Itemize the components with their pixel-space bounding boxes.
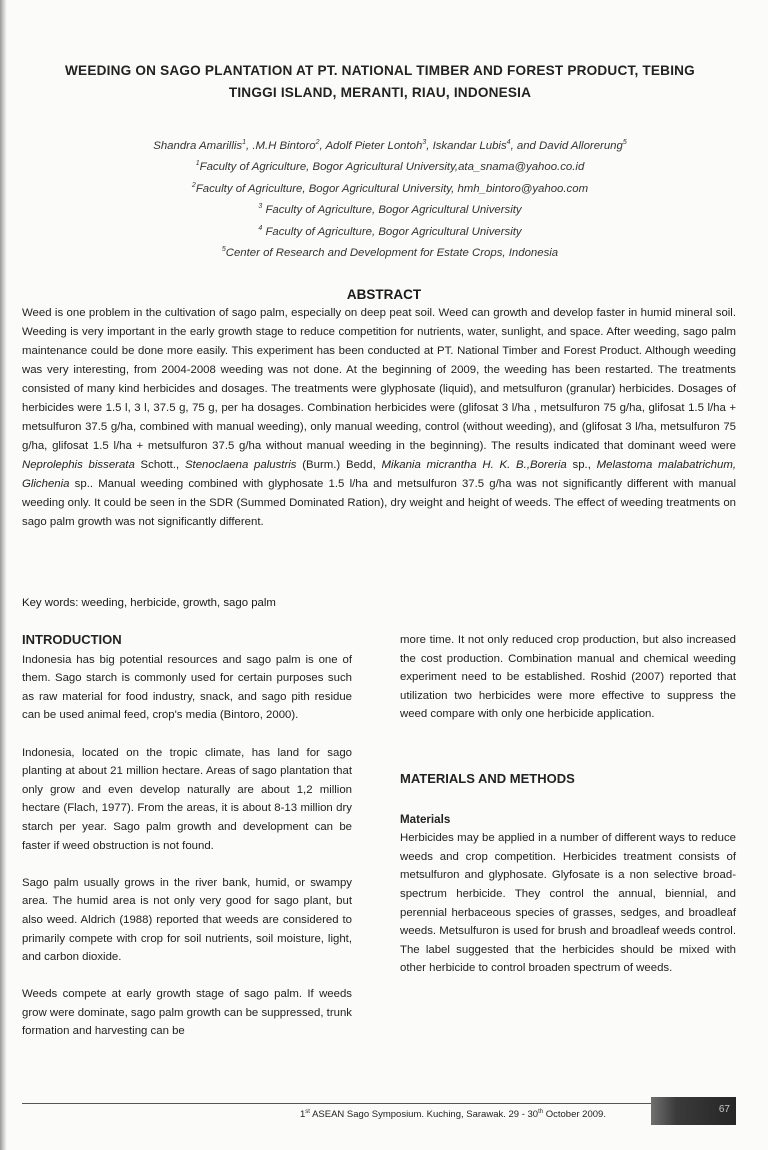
affiliation [60, 177, 720, 198]
page-binding-shadow [0, 0, 7, 1150]
affiliation-sup: 3 [258, 203, 263, 211]
intro-continued-paragraph: more time. It not only reduced crop production, but also increased the cost production. Combination manual and chemical weeding experiment need to be established. Roshid (2007) reported that utilization two herbicides were more effective to suppress the weed compare with only one herbicide application. [400, 634, 736, 721]
author-name: , .M.H Bintoro [245, 139, 316, 152]
left-column [22, 631, 352, 1041]
affiliation-text: Faculty of Agriculture, Bogor Agricultural University,ata_snama@yahoo.co.id [199, 161, 585, 174]
affiliation-sup: 1 [195, 160, 200, 168]
footer-sup: th [538, 1109, 544, 1115]
keywords-label: Key words [22, 597, 76, 609]
abstract-text: sp.. Manual weeding combined with glyphosate 1.5 l/ha and metsulfuron 37.5 g/ha was not significantly different with manual weeding only. It could be seen in the SDR (Summed Dominated Ration), dry weight and height of weeds. The effect of weeding treatments on sago palm growth was not significantly different. [22, 478, 736, 528]
affiliation-text: Faculty of Agriculture, Bogor Agricultural University [262, 203, 522, 216]
materials-methods-heading: MATERIALS AND METHODS [400, 770, 575, 786]
paper-title [40, 60, 720, 104]
abstract-text: Schott., [134, 459, 185, 471]
affiliation-text: Center of Research and Development for Estate Crops, Indonesia [225, 246, 559, 259]
affiliation [60, 241, 720, 262]
page-number-box [651, 1097, 736, 1125]
author-sup: 1 [242, 139, 246, 146]
author-sup: 4 [506, 139, 511, 146]
author-sup: 3 [422, 139, 427, 146]
species-name: Melastoma malabatrichum, Glichenia [22, 459, 736, 490]
footer-text: ASEAN Sago Symposium. Kuching, Sarawak. 29 - 30 [309, 1109, 539, 1121]
footer-citation [300, 1109, 606, 1120]
species-name: Neprolephis bisserata [22, 459, 135, 471]
abstract-text: (Burm.) Bedd, [296, 459, 382, 471]
footer-text: 1 [300, 1109, 306, 1121]
author-name: , Iskandar Lubis [426, 139, 507, 152]
author-name: , Adolf Pieter Lontoh [319, 139, 423, 152]
species-name: Stenoclaena palustris [184, 459, 297, 471]
author-block [60, 134, 720, 262]
author-sup: 5 [622, 139, 627, 146]
affiliation [60, 198, 720, 219]
introduction-heading: INTRODUCTION [22, 632, 122, 647]
intro-paragraph: Indonesia, located on the tropic climate, has land for sago planting at about 21 million hectare. Areas of sago plantation that only grow and even develop naturally are about 1,2 million hectare (Flach, 1977). From the areas, it is about 8-13 million dry starch per year. Sago palm growth and development can be faster if weed obstruction is not found. [22, 746, 352, 852]
keywords [22, 597, 276, 609]
title-line-2: TINGGI ISLAND, MERANTI, RIAU, INDONESIA [228, 85, 532, 100]
author-name: Shandra Amarillis [153, 139, 243, 152]
intro-paragraph: Indonesia has big potential resources and sago palm is one of them. Sago starch is commonly used for certain purposes such as raw material for food industry, snack, and sago pith residue can be used animal feed, crop's media (Bintoro, 2000). [22, 653, 352, 722]
species-name: Mikania micrantha H. K. B.,Boreria [381, 459, 567, 471]
abstract-body [22, 304, 736, 532]
affiliation [60, 155, 720, 176]
abstract-text: Weed is one problem in the cultivation of sago palm, especially on deep peat soil. Weed can growth and develop faster in humid mineral soil. Weeding is very important in the early growth stage to reduce competition for nutrients, water, sunlight, and space. After weeding, sago palm maintenance could be done more easily. This experiment has been conducted at PT. National Timber and Forest Product. Although weeding was very interesting, from 2004-2008 weeding was not done. At the beginning of 2009, the weeding has been restarted. The treatments consisted of many kind herbicides and dosages. The treatments were glyphosate (liquid), and metsulfuron (granular) herbicides. Dosages of herbicides were 1.5 l, 3 l, 37.5 g, 75 g, per ha dosages. Combination herbicides were (glifosat 3 l/ha , metsulfuron 75 g/ha, glifosat 1.5 l/ha + metsulfuron 37.5 g/ha, combined with manual weeding), only manual weeding, control (without weeding), and (glifosat 3 l/ha, metsulfuron 75 g/ha, glifosat 1.5 l/ha + metsulfuron 37.5 g/ha without manual weeding in the beginning). The results indicated that dominant weed were [22, 307, 736, 452]
author-list [60, 134, 720, 155]
affiliation-sup: 2 [191, 181, 196, 189]
title-line-1: WEEDING ON SAGO PLANTATION AT PT. NATIONAL TIMBER AND FOREST PRODUCT, TEBING [65, 63, 695, 78]
footer-rule [22, 1103, 736, 1104]
abstract-text: sp., [566, 459, 597, 471]
keywords-text: : weeding, herbicide, growth, sago palm [75, 597, 276, 609]
page-number: 67 [718, 1104, 730, 1115]
intro-paragraph: Sago palm usually grows in the river bank, humid, or swampy area. The humid area is not only very good for sago plant, but also weed. Aldrich (1988) reported that weeds are considered to primarily compete with crop for soil nutrients, soil moisture, light, and carbon dioxide. [22, 876, 352, 964]
affiliation-text: Faculty of Agriculture, Bogor Agricultural University, hmh_bintoro@yahoo.com [195, 182, 589, 195]
footer-text: October 2009. [543, 1109, 606, 1121]
affiliation-sup: 4 [258, 224, 263, 232]
materials-subheading: Materials [400, 812, 451, 826]
affiliation-sup: 5 [221, 245, 226, 253]
materials-paragraph: Herbicides may be applied in a number of different ways to reduce weeds and crop competition. Herbicides treatment consists of metsulfuron and glyphosate. Glyfosate is a non selective broad-spectrum herbicide. They control the annual, biennial, and perennial herbaceous species of grasses, sedges, and broadleaf weeds. Metsulfuron is used for brush and broadleaf weeds control. The label suggested that the herbicides should be mixed with other herbicide to control broaden spectrum of weeds. [400, 832, 736, 975]
author-name: , and David Allorerung [510, 139, 623, 152]
footer-sup: st [305, 1109, 310, 1115]
affiliation-text: Faculty of Agriculture, Bogor Agricultural University [262, 225, 522, 238]
intro-paragraph: Weeds compete at early growth stage of sago palm. If weeds grow were dominate, sago palm growth can be suppressed, trunk formation and harvesting can be [22, 988, 352, 1038]
abstract-heading: ABSTRACT [346, 287, 422, 302]
affiliation [60, 220, 720, 241]
right-column [400, 631, 736, 997]
author-sup: 2 [315, 139, 320, 146]
